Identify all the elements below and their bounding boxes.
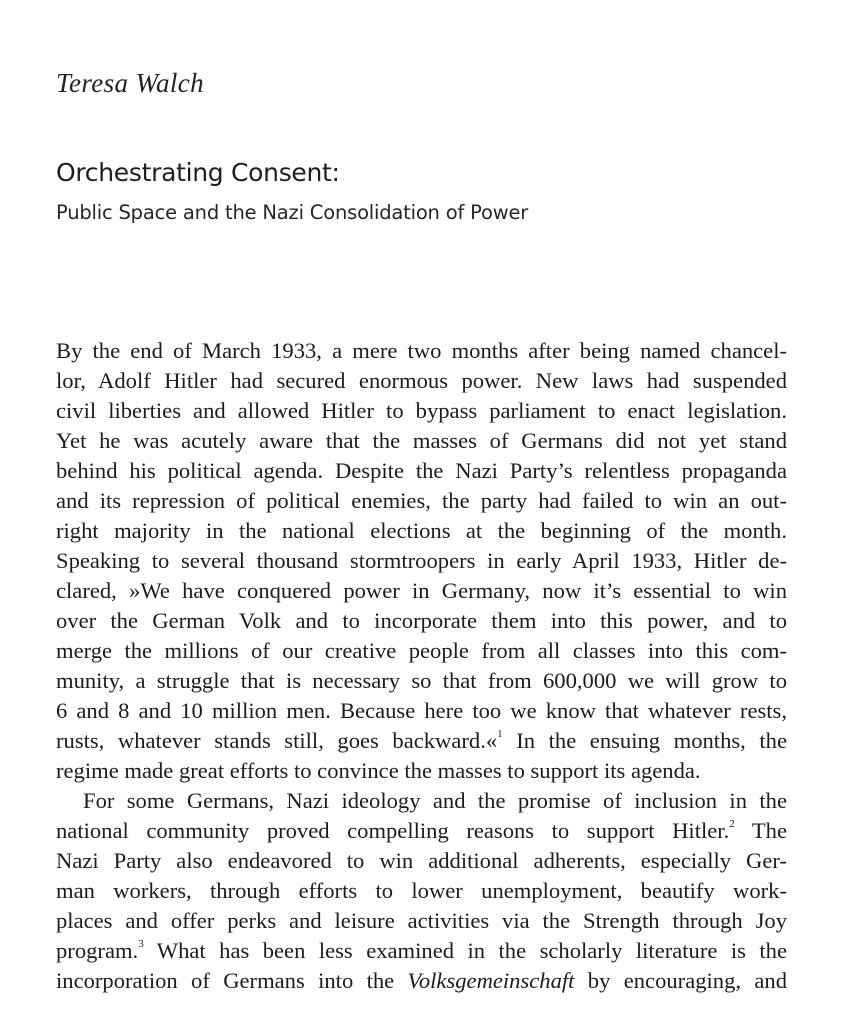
text-line: munity, a struggle that is necessary so that from 600,000 we will grow to bbox=[56, 668, 787, 693]
text-line: incorporation of Germans into the Volksgemeinschaft by encouraging, and bbox=[56, 968, 787, 993]
text-line: merge the millions of our creative people from all classes into this com- bbox=[56, 638, 787, 663]
author-name: Teresa Walch bbox=[56, 68, 205, 98]
text-line: By the end of March 1933, a mere two months after being named chancel- bbox=[56, 338, 787, 363]
text-line: national community proved compelling reasons to support Hitler.$^2$ The bbox=[56, 818, 787, 843]
text-line: places and offer perks and leisure activities via the Strength through Joy bbox=[56, 908, 787, 933]
text-line: Yet he was acutely aware that the masses of Germans did not yet stand bbox=[56, 428, 787, 453]
chapter-subtitle: Public Space and the Nazi Consolidation of Power bbox=[56, 201, 529, 224]
chapter-title: Orchestrating Consent: bbox=[56, 158, 340, 187]
text-line: over the German Volk and to incorporate them into this power, and to bbox=[56, 608, 787, 633]
text-line: 6 and 8 and 10 million men. Because here too we know that whatever rests, bbox=[56, 698, 787, 723]
text-line: lor, Adolf Hitler had secured enormous power. New laws had suspended bbox=[56, 368, 787, 393]
footnote-ref-3[interactable]: 3 bbox=[138, 938, 144, 950]
text-line: For some Germans, Nazi ideology and the promise of inclusion in the bbox=[83, 788, 787, 813]
text-line: clared, »We have conquered power in Germany, now it’s essential to win bbox=[56, 578, 787, 603]
text-line: regime made great efforts to convince the masses to support its agenda. bbox=[56, 758, 701, 783]
text-line: rusts, whatever stands still, goes backward.«$^1$ In the ensuing months, the bbox=[56, 728, 787, 753]
text-line: Speaking to several thousand stormtroopers in early April 1933, Hitler de- bbox=[56, 548, 787, 573]
text-line: and its repression of political enemies, the party had failed to win an out- bbox=[56, 488, 787, 513]
footnote-ref-1[interactable]: 1 bbox=[497, 728, 503, 740]
text-line: behind his political agenda. Despite the Nazi Party’s relentless propaganda bbox=[56, 458, 787, 483]
italic-term: Volksgemeinschaft bbox=[407, 968, 575, 993]
text-line: right majority in the national elections at the beginning of the month. bbox=[56, 518, 787, 543]
text-line: program.$^3$ What has been less examined in the scholarly literature is the bbox=[56, 938, 787, 963]
text-line: man workers, through efforts to lower unemployment, beautify work- bbox=[56, 878, 787, 903]
text-line: civil liberties and allowed Hitler to bypass parliament to enact legislation. bbox=[56, 398, 787, 423]
body-text bbox=[56, 336, 787, 996]
text-line: Nazi Party also endeavored to win additional adherents, especially Ger- bbox=[56, 848, 787, 873]
footnote-ref-2[interactable]: 2 bbox=[729, 818, 735, 830]
